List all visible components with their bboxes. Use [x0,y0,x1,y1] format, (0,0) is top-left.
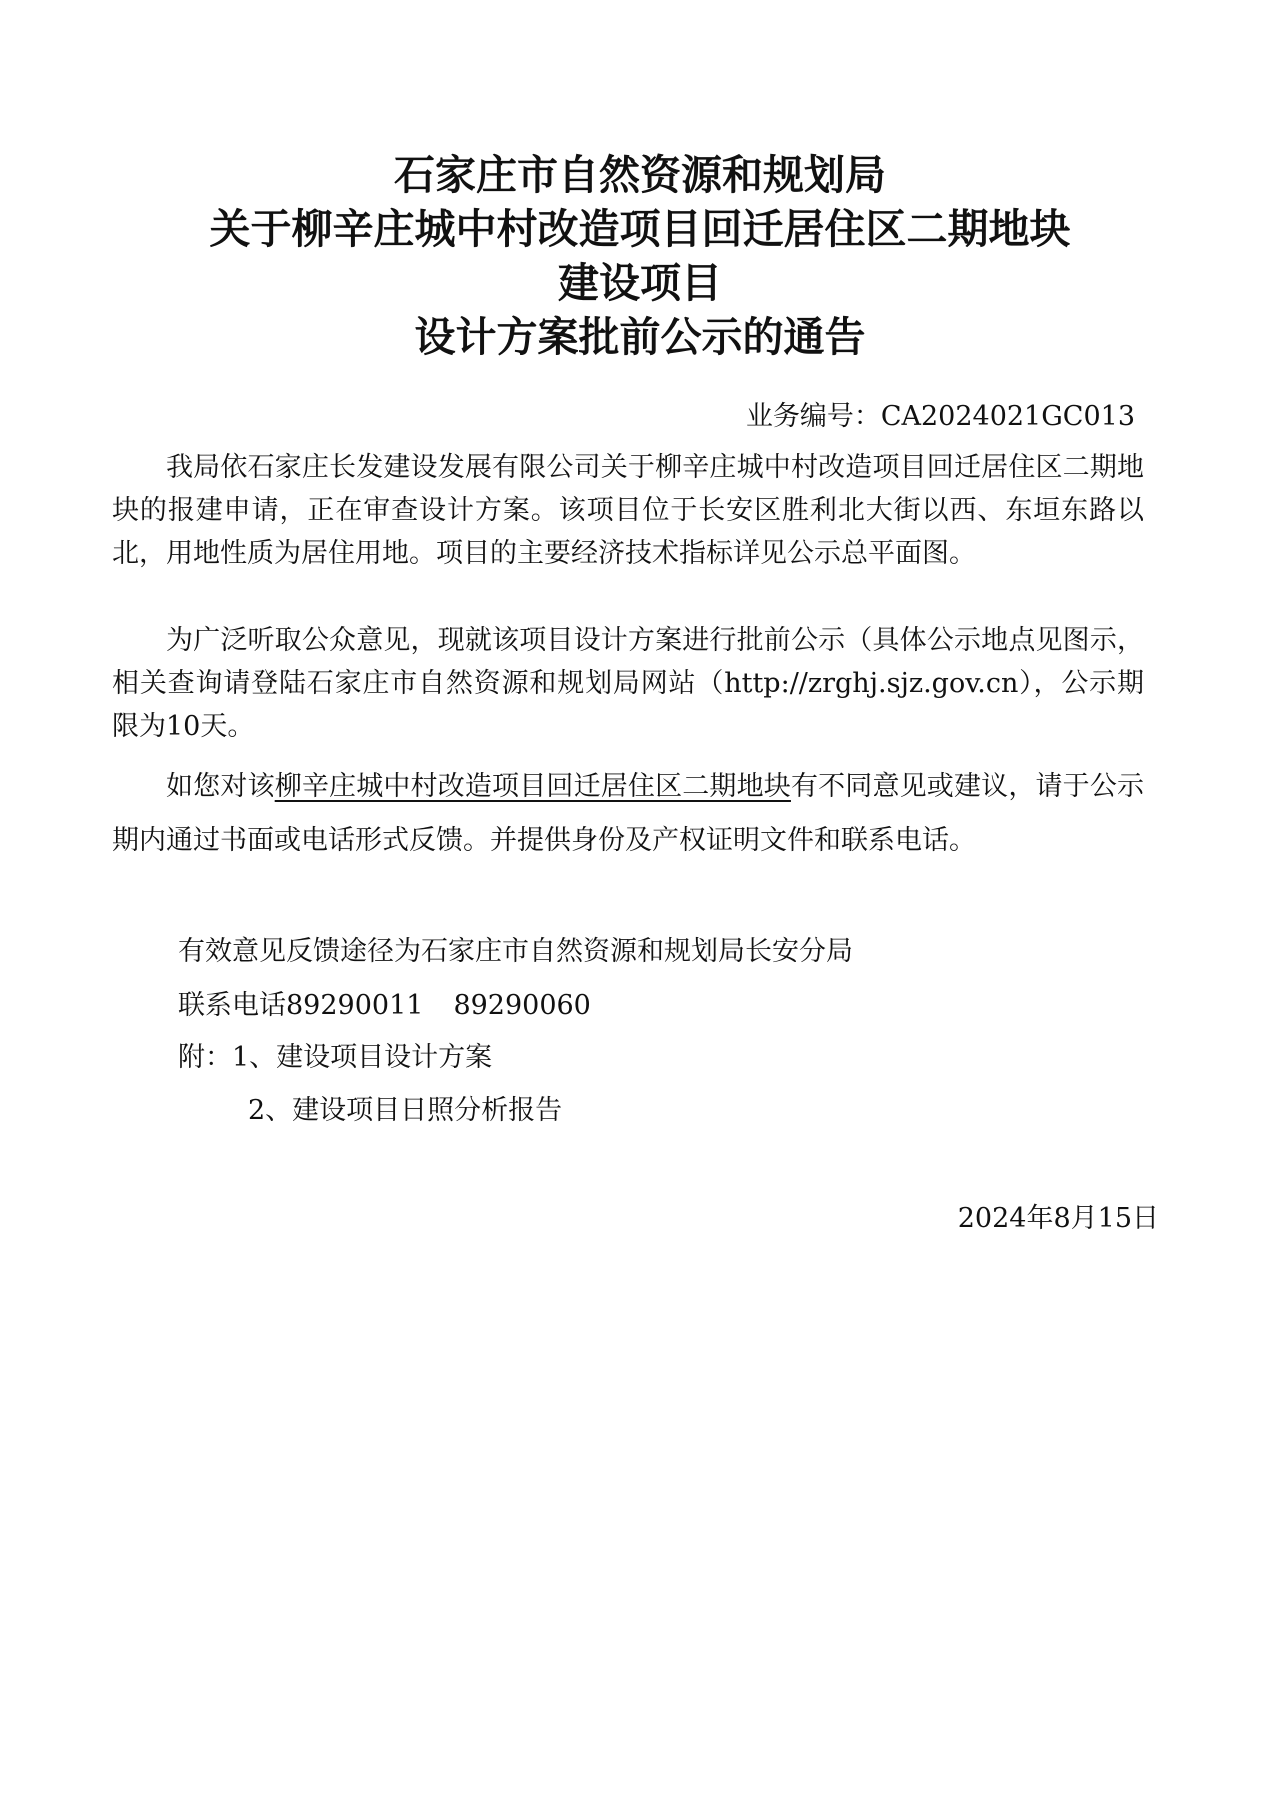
title-line-1: 石家庄市自然资源和规划局 [394,151,886,199]
paragraph-objection [112,760,1144,868]
title-line-3: 建设项目 [558,259,722,307]
feedback-channel: 有效意见反馈途径为石家庄市自然资源和规划局长安分局 [178,936,853,967]
reference-number: 业务编号：CA2024021GC013 [745,401,1135,432]
phone-label: 联系电话 [178,990,286,1021]
attachment-item-1: 1、建设项目设计方案 [232,1042,493,1073]
contact-phone [178,983,591,1022]
attachment-prefix: 附： [178,1042,232,1073]
notice-date: 2024年8月15日 [957,1203,1159,1234]
objection-text-after: 有不同意见或建议，请于公示期内通过书面或电话形式反馈。并提供身份及产权证明文件和联系电话。 [112,771,1145,856]
paragraph-application: 我局依石家庄长发建设发展有限公司关于柳辛庄城中村改造项目回迁居住区二期地块的报建申请，正在审查设计方案。该项目位于长安区胜利北大街以西、东垣东路以北，用地性质为居住用地。项目的主要经济技术指标详见公示总平面图。 [112,452,1144,569]
objection-text-before: 如您对该 [166,771,275,802]
phone-number-1: 89290011 [286,990,424,1021]
project-name-underlined: 柳辛庄城中村改造项目回迁居住区二期地块 [274,771,791,802]
title-line-2: 关于柳辛庄城中村改造项目回迁居住区二期地块 [209,205,1071,253]
title-line-4: 设计方案批前公示的通告 [414,313,866,361]
paragraph-publicity: 为广泛听取公众意见，现就该项目设计方案进行批前公示（具体公示地点见图示，相关查询请登陆石家庄市自然资源和规划局网站（http://zrghj.sjz.gov.cn），公示期限为10天。 [112,625,1144,742]
attachment-2: 2、建设项目日照分析报告 [248,1095,563,1126]
attachment-1 [178,1035,492,1074]
phone-number-2: 89290060 [453,990,591,1021]
notice-title [60,148,1220,364]
